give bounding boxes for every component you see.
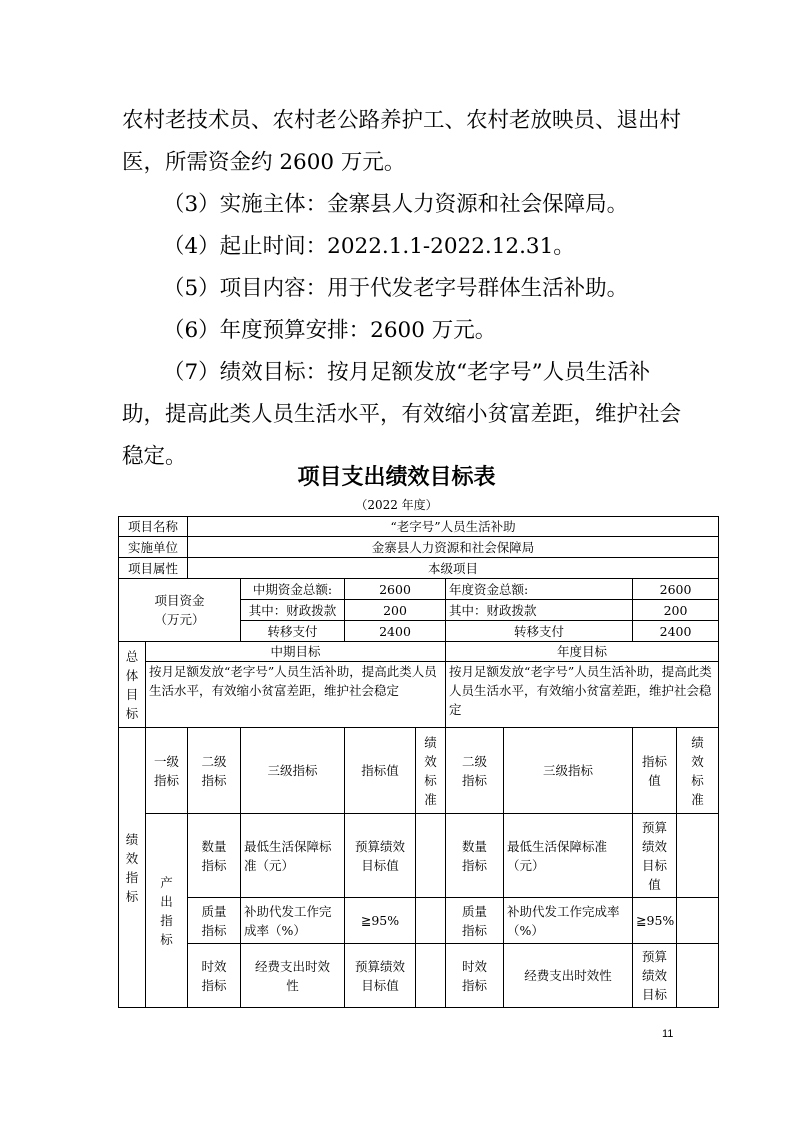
timeliness-level3: 经费支出时效性 <box>241 944 345 1008</box>
mid-fiscal-value: 200 <box>345 600 446 621</box>
funds-label-line-1: 项目资金 <box>154 593 205 608</box>
header-standard-year: 绩效标准 <box>677 728 719 814</box>
header-level3: 三级指标 <box>241 728 345 814</box>
timeliness-value: 预算绩效目标值 <box>345 944 416 1008</box>
quantity-level2-year: 数量指标 <box>446 814 504 898</box>
year-fiscal-label: 其中：财政拨款 <box>446 600 633 621</box>
attribute-label: 项目属性 <box>119 558 188 579</box>
quality-standard-year <box>677 898 719 944</box>
year-transfer-label: 转移支付 <box>446 621 633 642</box>
table-row <box>119 898 719 944</box>
quality-level2-year: 质量指标 <box>446 898 504 944</box>
header-value-year: 指标值 <box>633 728 677 814</box>
mid-goal-text: 按月足额发放“老字号”人员生活补助，提高此类人员生活水平，有效缩小贫富差距，维护社会稳定 <box>146 662 446 728</box>
year-goal-header: 年度目标 <box>446 642 719 662</box>
quantity-standard <box>416 814 446 898</box>
project-name-label: 项目名称 <box>119 517 188 537</box>
table-row <box>119 579 719 600</box>
mid-transfer-value: 2400 <box>345 621 446 642</box>
quantity-level2: 数量指标 <box>188 814 241 898</box>
table-year: （2022 年度） <box>355 498 438 512</box>
header-standard: 绩效标准 <box>416 728 446 814</box>
quality-value: ≧95% <box>345 898 416 944</box>
header-value: 指标值 <box>345 728 416 814</box>
quality-level3-year: 补助代发工作完成率（%） <box>504 898 633 944</box>
project-name-value: “老字号”人员生活补助 <box>188 517 719 537</box>
paragraph-period: （4）起止时间：2022.1.1-2022.12.31。 <box>163 234 575 259</box>
header-level2-year: 二级指标 <box>446 728 504 814</box>
paragraph-goal-line-1: （7）绩效目标：按月足额发放“老字号”人员生活补 <box>163 360 651 385</box>
mid-goal-header: 中期目标 <box>146 642 446 662</box>
paragraph-budget: （6）年度预算安排：2600 万元。 <box>163 318 497 343</box>
performance-target-table <box>118 516 719 1008</box>
mid-total-value: 2600 <box>345 579 446 600</box>
mid-fiscal-label: 其中：财政拨款 <box>241 600 345 621</box>
paragraph-line-1: 农村老技术员、农村老公路养护工、农村老放映员、退出村 <box>122 108 682 133</box>
table-title: 项目支出绩效目标表 <box>297 465 496 490</box>
table-row <box>119 642 719 662</box>
overall-goal-label: 总体目标 <box>119 642 146 728</box>
paragraph-goal-line-3: 稳定。 <box>122 444 187 469</box>
table-row <box>119 662 719 728</box>
mid-total-label: 中期资金总额: <box>241 579 345 600</box>
header-level3-year: 三级指标 <box>504 728 633 814</box>
quality-level2: 质量指标 <box>188 898 241 944</box>
implementer-label: 实施单位 <box>119 537 188 558</box>
table-row <box>119 814 719 898</box>
year-fiscal-value: 200 <box>633 600 719 621</box>
funds-label-line-2: （万元） <box>154 612 205 627</box>
quality-standard <box>416 898 446 944</box>
year-transfer-value: 2400 <box>633 621 719 642</box>
quantity-standard-year <box>677 814 719 898</box>
table-row <box>119 537 719 558</box>
mid-transfer-label: 转移支付 <box>241 621 345 642</box>
table-row <box>119 517 719 537</box>
timeliness-level2-year: 时效指标 <box>446 944 504 1008</box>
quality-level3: 补助代发工作完成率（%） <box>241 898 345 944</box>
timeliness-value-year: 预算绩效目标 <box>633 944 677 1008</box>
timeliness-standard-year <box>677 944 719 1008</box>
page-number: 11 <box>662 1028 674 1040</box>
quantity-level3: 最低生活保障标准（元） <box>241 814 345 898</box>
timeliness-level2: 时效指标 <box>188 944 241 1008</box>
year-total-value: 2600 <box>633 579 719 600</box>
funds-label <box>119 579 241 642</box>
quantity-level3-year: 最低生活保障标准（元） <box>504 814 633 898</box>
perf-indicator-label: 绩效指标 <box>119 728 146 1008</box>
paragraph-implementer: （3）实施主体：金寨县人力资源和社会保障局。 <box>163 192 629 217</box>
year-goal-text: 按月足额发放“老字号”人员生活补助，提高此类人员生活水平，有效缩小贫富差距，维护社会稳定 <box>446 662 719 728</box>
table-row <box>119 944 719 1008</box>
paragraph-line-2: 医，所需资金约 2600 万元。 <box>122 150 406 175</box>
paragraph-goal-line-2: 助，提高此类人员生活水平，有效缩小贫富差距，维护社会 <box>122 402 682 427</box>
table-row <box>119 728 719 814</box>
timeliness-standard <box>416 944 446 1008</box>
header-level2: 二级指标 <box>188 728 241 814</box>
quantity-value-year: 预算绩效目标值 <box>633 814 677 898</box>
timeliness-level3-year: 经费支出时效性 <box>504 944 633 1008</box>
paragraph-content: （5）项目内容：用于代发老字号群体生活补助。 <box>163 276 629 301</box>
output-indicator-label: 产出指标 <box>146 814 188 1008</box>
implementer-value: 金寨县人力资源和社会保障局 <box>188 537 719 558</box>
table-row <box>119 558 719 579</box>
year-total-label: 年度资金总额: <box>446 579 633 600</box>
header-level1: 一级指标 <box>146 728 188 814</box>
attribute-value: 本级项目 <box>188 558 719 579</box>
quantity-value: 预算绩效目标值 <box>345 814 416 898</box>
quality-value-year: ≧95% <box>633 898 677 944</box>
